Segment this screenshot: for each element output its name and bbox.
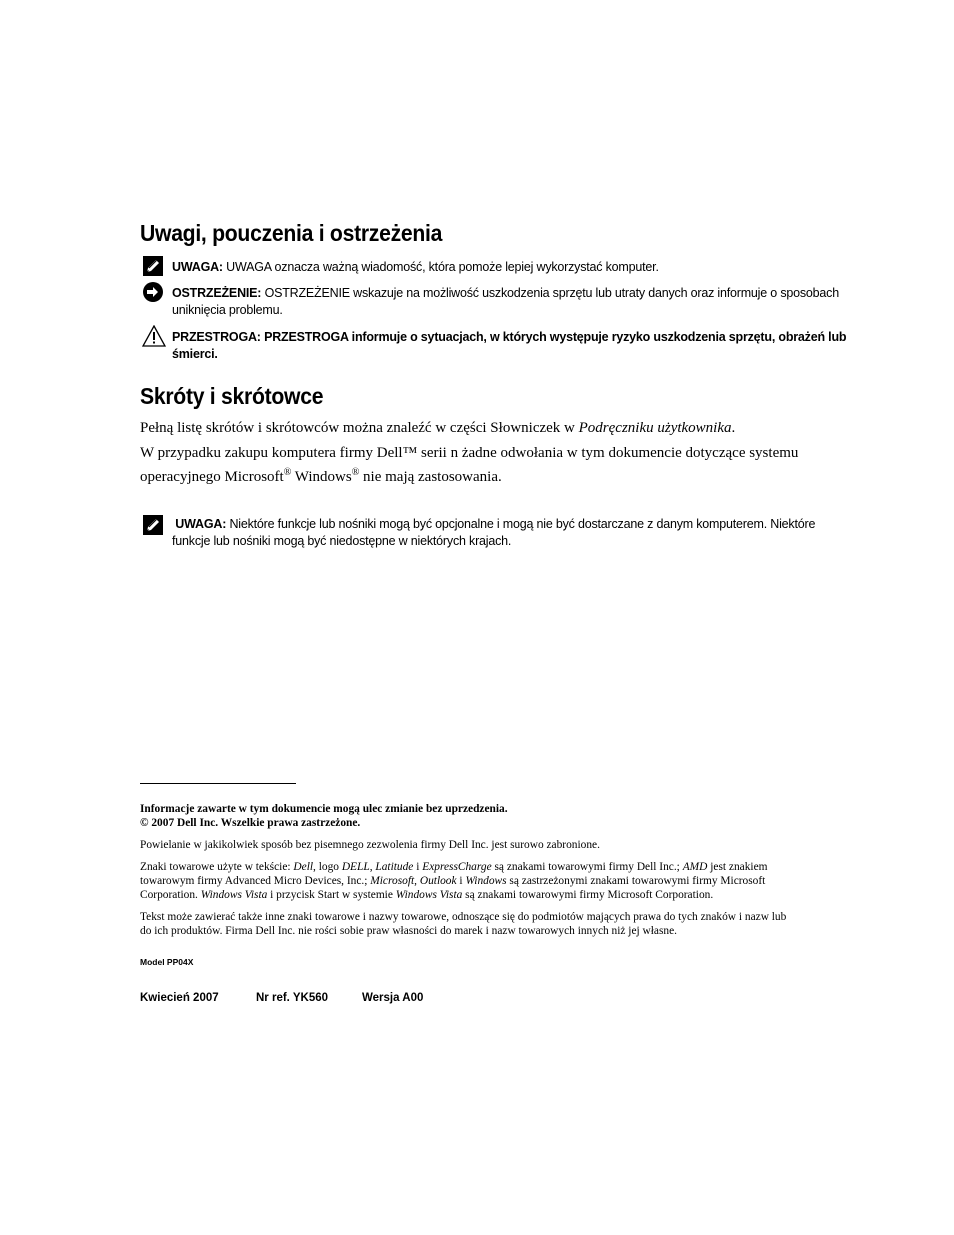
note-text: UWAGA: UWAGA oznacza ważną wiadomość, która pomoże lepiej wykorzystać komputer. (172, 260, 659, 274)
footer-meta-row (140, 992, 540, 1008)
warning-triangle-icon (142, 325, 166, 347)
pencil-note-icon (143, 256, 163, 276)
notice-label: OSTRZEŻENIE: (172, 286, 262, 300)
footer-trademarks: Znaki towarowe użyte w tekście: Dell, logo DELL, Latitude i ExpressCharge są znakami towarowymi firmy Dell Inc.; AMD jest znakiem towarowym firmy Advanced Micro Devices, Inc.; Microsoft, Outlook i Windows są zastrzeżonymi znakami towarowymi firmy Microsoft Corporation. Windows Vista i przycisk Start w systemie Windows Vista są znakami towarowymi firmy Microsoft Corporation. (140, 861, 768, 901)
footer-ref-number: Nr ref. YK560 (256, 992, 329, 1004)
footer-divider (140, 783, 296, 784)
note-optional-features: UWAGA: Niektóre funkcje lub nośniki mogą być opcjonalne i mogą nie być dostarczane z danym komputerem. Niektóre funkcje lub nośniki mogą być niedostępne w niektórych krajach. (172, 517, 816, 548)
notice-text: OSTRZEŻENIE: OSTRZEŻENIE wskazuje na możliwość uszkodzenia sprzętu lub utraty danych oraz informuje o sposobach uniknięcia problemu. (172, 286, 839, 317)
heading-notes-notices-cautions: Uwagi, pouczenia i ostrzeżenia (140, 220, 443, 246)
n-series-paragraph: W przypadku zakupu komputera firmy Dell™ serii n żadne odwołania w tym dokumencie dotyczące systemu operacyjnego Microsoft® Windows® nie mają zastosowania. (140, 445, 799, 485)
model-number: Model PP04X (140, 957, 194, 967)
heading-abbreviations: Skróty i skrótowce (140, 383, 324, 409)
note-label: UWAGA: (172, 260, 223, 274)
users-guide-title: Podręczniku użytkownika (578, 420, 732, 436)
footer-disclaimer: Informacje zawarte w tym dokumencie mogą ulec zmianie bez uprzedzenia. © 2007 Dell Inc. Wszelkie prawa zastrzeżone. (140, 803, 508, 829)
footer-copy-notice: Powielanie w jakikolwiek sposób bez pisemnego zezwolenia firmy Dell Inc. jest surowo zabronione. (140, 839, 600, 851)
notice-arrow-icon (143, 282, 163, 302)
caution-label: PRZESTROGA: (172, 330, 261, 344)
pencil-note-icon (143, 515, 163, 535)
note-label: UWAGA: (175, 517, 227, 531)
abbreviations-paragraph: Pełną listę skrótów i skrótowców można znaleźć w części Słowniczek w Podręczniku użytkownika. (140, 420, 736, 436)
caution-text: PRZESTROGA: PRZESTROGA informuje o sytuacjach, w których występuje ryzyko uszkodzenia sprzętu, obrażeń lub śmierci. (172, 330, 847, 361)
footer-other-trademarks: Tekst może zawierać także inne znaki towarowe i nazwy towarowe, odnoszące się do podmiotów mających prawa do tych znaków i nazw lub do ich produktów. Firma Dell Inc. nie rości sobie praw własności do marek i nazw towarowych innych niż jej własne. (140, 911, 787, 937)
footer-version: Wersja A00 (362, 992, 424, 1004)
footer-date: Kwiecień 2007 (140, 992, 219, 1004)
